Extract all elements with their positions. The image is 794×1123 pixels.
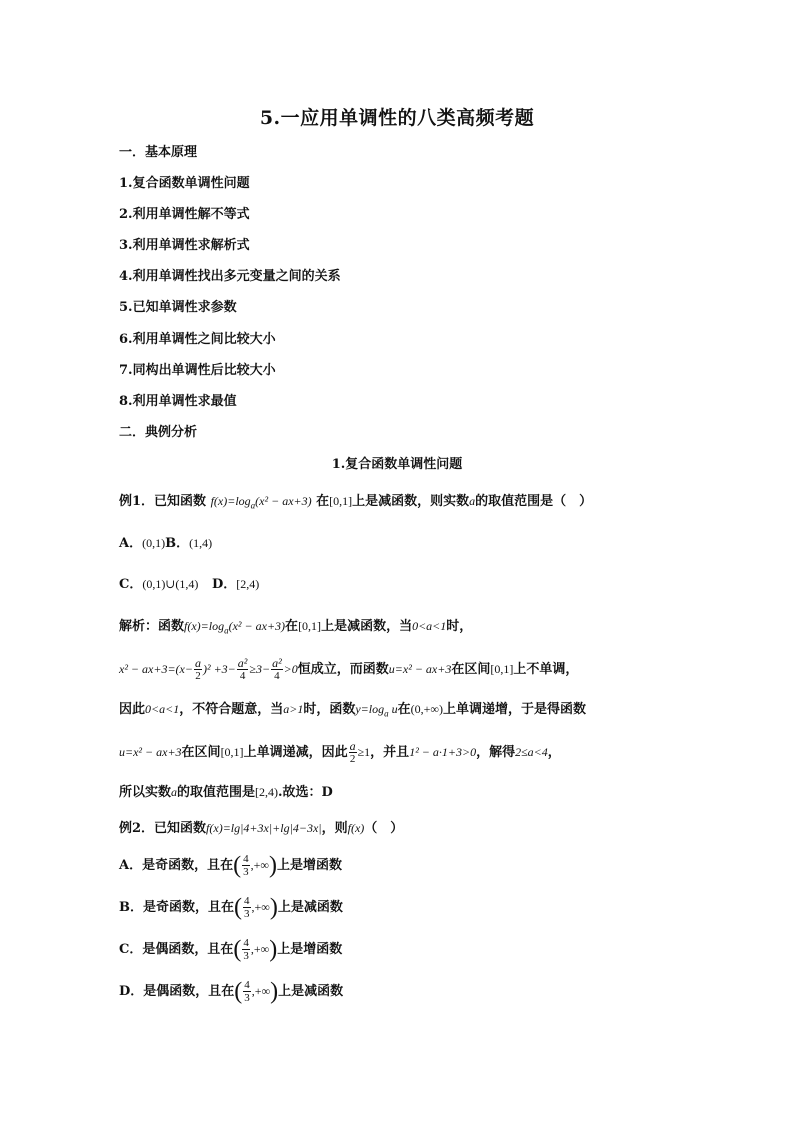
principle-item-3: 3.利用单调性求解析式 [119, 238, 250, 253]
fraction-num: a² [272, 656, 282, 670]
paren-left: ( [233, 852, 242, 879]
text-end: 的取值范围是（ ） [475, 494, 593, 509]
page-title: 5.一应用单调性的八类高频考题 [259, 107, 535, 129]
sol-math: ≥3− [249, 662, 271, 676]
paren-left: ( [234, 978, 243, 1005]
math-function: f(x)=log [210, 494, 251, 508]
interval-infinity: ,+∞ [251, 900, 270, 914]
example-1-options-cd [119, 574, 259, 595]
sol-math: 0<a<1 [412, 619, 447, 633]
text-on: 在 [316, 494, 330, 509]
sol-math-sub: a [224, 625, 229, 636]
paren-right: ) [269, 936, 278, 963]
fraction-num: 4 [244, 979, 250, 991]
subheading-composite-monotonicity: 1.复合函数单调性问题 [331, 457, 463, 472]
fraction-num: a² [237, 656, 248, 670]
option-b-value: (1,4) [189, 536, 213, 550]
fraction [243, 979, 251, 1004]
sol-math: x² − ax+3=(x− [119, 662, 193, 676]
fraction-den: 3 [244, 908, 250, 920]
sol-math: >0 [283, 662, 298, 676]
sol-text: ，并且 [370, 745, 410, 760]
principle-item-4: 4.利用单调性找出多元变量之间的关系 [119, 269, 341, 284]
fraction [194, 657, 202, 682]
sol-text: 在 [397, 702, 411, 717]
principle-item-6: 6.利用单调性之间比较大小 [119, 332, 276, 347]
sol-math: 1² − a·1+3>0 [409, 745, 477, 759]
sol-math: [0,1] [490, 662, 514, 676]
fraction-den: 3 [243, 866, 249, 878]
sol-text: 上是减函数，当 [321, 619, 413, 634]
ex2-math: f(x) [347, 821, 365, 835]
sol-text: 上不单调， [513, 662, 579, 677]
text-rest: 上是减函数，则实数 [352, 494, 470, 509]
sol-math: [2,4) [255, 785, 279, 799]
fraction-den: 3 [244, 992, 250, 1004]
fraction-den: 4 [239, 670, 246, 682]
solution-line-1 [119, 616, 472, 641]
ex2-math: f(x)=lg|4+3x|+lg|4−3x| [206, 821, 322, 835]
sol-math: u=x² − ax+3 [119, 745, 182, 759]
sol-text: 在区间 [181, 745, 221, 760]
option-c-label: C． [119, 577, 143, 592]
section-heading-examples: 二．典例分析 [119, 425, 198, 440]
sol-math: 2≤a<4 [515, 745, 548, 759]
fraction [242, 853, 250, 878]
math-var: a [469, 494, 476, 508]
paren-right: ) [268, 852, 277, 879]
sol-text: 在 [285, 619, 299, 634]
sol-math: ≥1 [357, 745, 371, 759]
sol-text: 上单调递减，因此 [243, 745, 348, 760]
ex2-text: ，则 [321, 821, 348, 836]
example-1-label: 例1．已知函数 [119, 494, 207, 509]
option-text: 上是减函数 [278, 984, 344, 999]
sol-math: [0,1] [220, 745, 244, 759]
solution-line-4 [119, 740, 561, 765]
option-text: 是偶函数，且在 [143, 984, 235, 999]
option-a-label: A． [119, 536, 143, 551]
option-d-label: D． [211, 577, 237, 592]
example-2-question [119, 818, 403, 839]
solution-line-3 [119, 699, 586, 724]
sol-text: .故选：D [278, 785, 333, 800]
principle-item-5: 5.已知单调性求参数 [119, 300, 237, 315]
sol-math: (x² − ax+3) [228, 619, 286, 633]
fraction-num: a [194, 656, 201, 670]
fraction-den: 2 [195, 670, 201, 682]
sol-math: )² +3− [202, 662, 236, 676]
example-1-question [119, 491, 592, 516]
option-label: D． [119, 984, 144, 999]
sol-math: (0,+∞) [410, 702, 443, 716]
sol-math: [0,1] [298, 619, 322, 633]
option-label: B． [119, 900, 143, 915]
sol-text: 时， [446, 619, 473, 634]
sol-text: 因此 [119, 702, 146, 717]
sol-math: f(x)=log [184, 619, 225, 633]
sol-text: 所以实数 [119, 785, 172, 800]
example-2-option-a [119, 853, 342, 878]
sol-text: 恒成立，而函数 [297, 662, 389, 677]
fraction-den: 3 [243, 950, 249, 962]
option-b-label: B． [165, 536, 190, 551]
interval-infinity: ,+∞ [250, 858, 269, 872]
fraction [242, 937, 250, 962]
sol-math: u [388, 702, 398, 716]
option-c-value: (0,1)∪(1,4) [142, 577, 199, 591]
option-text: 是奇函数，且在 [143, 900, 235, 915]
math-expression: (x² − ax+3) [255, 494, 312, 508]
sol-text: 在区间 [451, 662, 491, 677]
paren-left: ( [234, 894, 243, 921]
option-label: C． [119, 942, 143, 957]
option-label: A． [119, 858, 143, 873]
fraction-num: a [349, 739, 356, 753]
sol-text: 的取值范围是 [177, 785, 256, 800]
sol-math: 0<a<1 [145, 702, 180, 716]
fraction-num: 4 [243, 853, 249, 865]
option-text: 上是增函数 [276, 858, 342, 873]
section-heading-basic-principles: 一．基本原理 [119, 145, 198, 160]
sol-math: y=log [355, 702, 385, 716]
option-text: 上是减函数 [277, 900, 343, 915]
example-2-label: 例2．已知函数 [119, 821, 207, 836]
fraction [243, 895, 251, 920]
option-text: 是偶函数，且在 [142, 942, 234, 957]
example-2-option-c [119, 937, 342, 962]
sol-text: ， [547, 745, 561, 760]
fraction-den: 4 [274, 670, 280, 682]
example-2-option-d [119, 979, 343, 1004]
sol-text: ，不符合题意，当 [179, 702, 284, 717]
principle-item-8: 8.利用单调性求最值 [119, 394, 237, 409]
example-2-option-b [119, 895, 343, 920]
sol-text: 时，函数 [303, 702, 356, 717]
paren-right: ) [270, 978, 279, 1005]
sol-text: ，解得 [476, 745, 516, 760]
interval-infinity: ,+∞ [251, 984, 271, 998]
option-d-value: [2,4) [236, 577, 260, 591]
principle-item-2: 2.利用单调性解不等式 [119, 207, 250, 222]
fraction [237, 657, 249, 682]
sol-math: a>1 [283, 702, 304, 716]
paren-right: ) [269, 894, 278, 921]
fraction [349, 740, 357, 765]
example-1-options-ab [119, 533, 212, 554]
interval-infinity: ,+∞ [250, 942, 270, 956]
fraction-den: 2 [349, 753, 356, 765]
solution-line-2 [119, 657, 578, 682]
fraction [271, 657, 283, 682]
solution-line-5 [119, 782, 333, 803]
paren-left: ( [233, 936, 242, 963]
math-interval: [0,1] [329, 494, 353, 508]
sol-math-sub: a [384, 708, 389, 719]
sol-math: a [171, 785, 178, 799]
option-text: 上是增函数 [277, 942, 343, 957]
sol-text: 解析：函数 [119, 619, 185, 634]
fraction-num: 4 [244, 895, 250, 907]
principle-item-1: 1.复合函数单调性问题 [119, 176, 250, 191]
sol-text: 上单调递增，于是得函数 [442, 702, 586, 717]
option-a-value: (0,1) [142, 536, 166, 550]
option-text: 是奇函数，且在 [142, 858, 234, 873]
principle-item-7: 7.同构出单调性后比较大小 [119, 363, 276, 378]
ex2-text: （ ） [364, 821, 404, 836]
math-sub: a [250, 500, 256, 511]
sol-math: u=x² − ax+3 [388, 662, 452, 676]
fraction-num: 4 [243, 937, 249, 949]
